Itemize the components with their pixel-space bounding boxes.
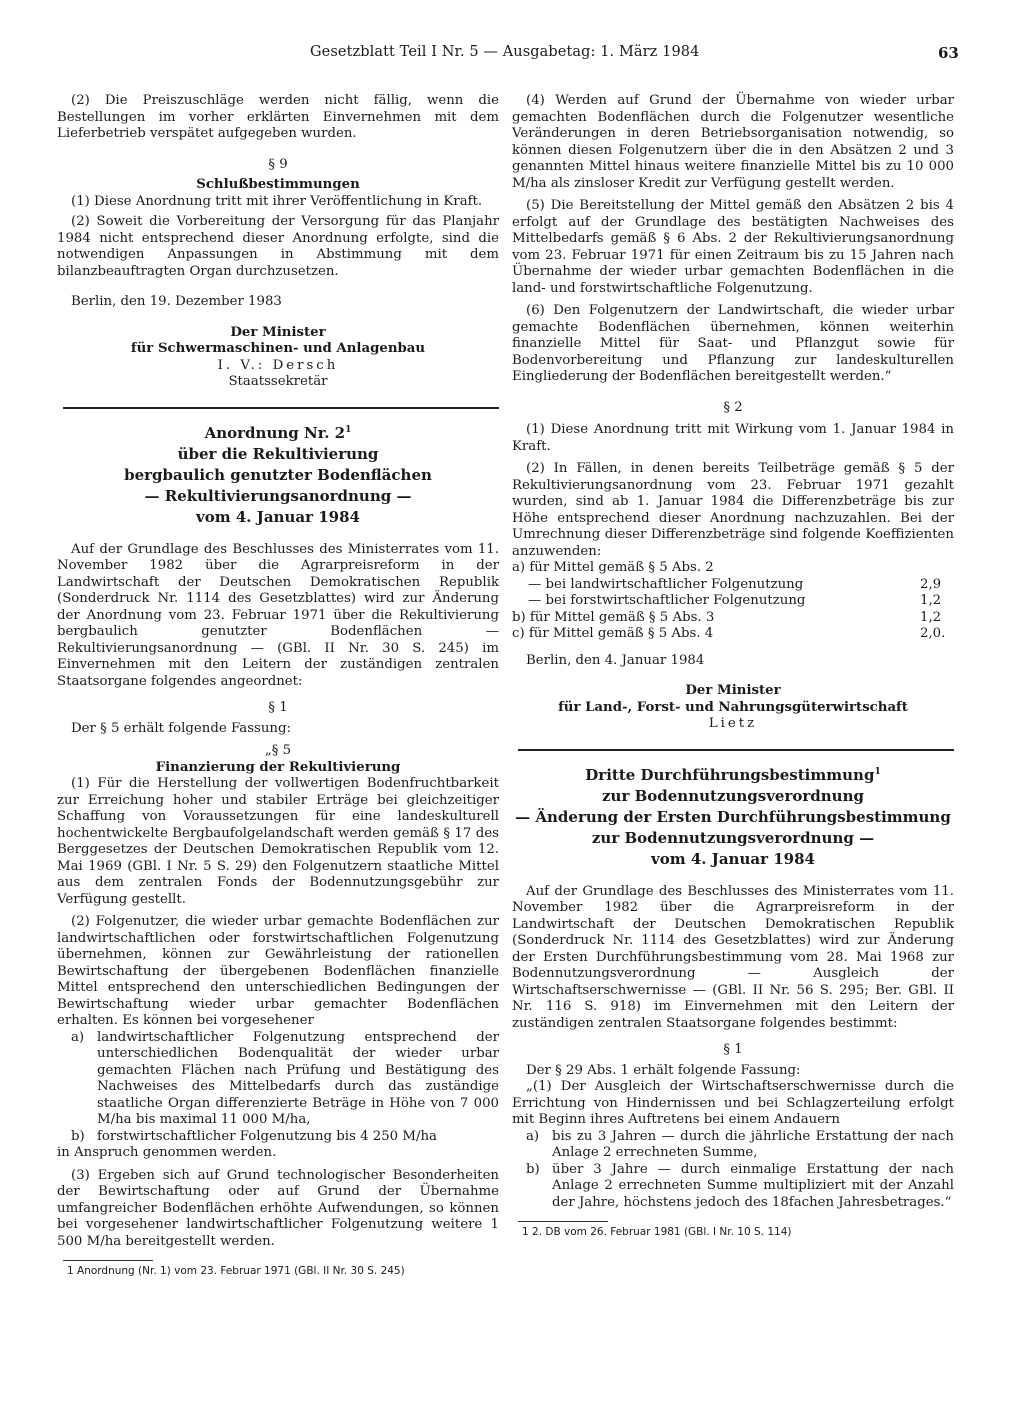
paragraph: (4) Werden auf Grund der Übernahme von wieder urbar gemachten Bodenflächen durch die Folgenutzer wesentliche Veränderungen in deren Betriebsorganisation notwendig, so können diesen Folgenutzern über die in den Absätzen 2 und 3 genannten Mittel hinaus weitere finanzielle Mittel bis zu 10 000 M/ha als zinsloser Kredit zur Verfügung gestellt werden. xyxy=(512,93,954,191)
list-item: a) bis zu 3 Jahren — durch die jährliche Erstattung der nach Anlage 2 errechneten Summe, xyxy=(526,1128,954,1160)
section-number: § 1 xyxy=(723,1042,743,1057)
page-header: Gesetzblatt Teil I Nr. 5 — Ausgabetag: 1. März 1984 xyxy=(310,44,700,60)
list-item: b) über 3 Jahre — durch einmalige Erstattung der nach Anlage 2 errechneten Summe multipliziert mit der Anzahl der Jahre, höchstens jedoch des 18fachen Jahresbetrages.“ xyxy=(526,1161,954,1210)
document-title: bergbaulich genutzter Bodenflächen xyxy=(124,465,432,484)
document-title: über die Rekultivierung xyxy=(177,444,379,463)
coefficient-row: b) für Mittel gemäß § 5 Abs. 3 1,2 xyxy=(512,609,942,625)
document-date: vom 4. Januar 1984 xyxy=(196,507,360,526)
paragraph: (2) In Fällen, in denen bereits Teilbeträge gemäß § 5 der Rekultivierungsanordnung vom 23. Februar 1971 gezahlt wurden, sind ab 1. Januar 1984 die Differenzbeträge bis zur Höhe entsprechend dieser Anordnung nachzuzahlen. Bei der Umrechnung dieser Differenzbeträge sind folgende Koeffizienten anzuwenden: xyxy=(512,461,954,559)
paragraph: Der § 29 Abs. 1 erhält folgende Fassung: xyxy=(526,1062,801,1078)
document-title: — Änderung der Ersten Durchführungsbestimmung xyxy=(515,807,951,826)
footnote-mark: 1 xyxy=(874,766,881,777)
signer-role: für Schwermaschinen- und Anlagenbau xyxy=(130,341,426,356)
paragraph: (6) Den Folgenutzern der Landwirtschaft, die wieder urbar gemachte Bodenflächen übernehmen, können weiterhin finanzielle Mittel für Saat- und Pflanzgut sowie für Bodenvorbereitung und Pflanzung zur landeskulturellen Eingliederung der Bodenflächen bereitgestellt werden.“ xyxy=(512,303,954,384)
paragraph: (1) Diese Anordnung tritt mit Wirkung vom 1. Januar 1984 in Kraft. xyxy=(512,422,954,454)
coefficient-table xyxy=(512,560,954,643)
page-number: 63 xyxy=(938,44,959,62)
place-date: Berlin, den 19. Dezember 1983 xyxy=(71,294,282,309)
document-title: — Rekultivierungsanordnung — xyxy=(144,486,412,505)
paragraph: Der § 5 erhält folgende Fassung: xyxy=(71,720,291,736)
section-title: Finanzierung der Rekultivierung xyxy=(155,759,401,775)
left-column xyxy=(57,93,499,1278)
coefficient-row: — bei landwirtschaftlicher Folgenutzung 2,9 xyxy=(528,576,942,592)
signer-name: I. V.: Dersch xyxy=(217,357,339,373)
paragraph: in Anspruch genommen werden. xyxy=(57,1145,277,1160)
section-number: § 9 xyxy=(268,156,288,172)
document-title: Anordnung Nr. $2^1$ xyxy=(204,423,352,442)
paragraph: (2) Folgenutzer, die wieder urbar gemachte Bodenflächen zur landwirtschaftlichen oder forstwirtschaftlichen Folgenutzung übernehmen, können zur Gewährleistung der rationellen Bewirtschaftung der übergebenen Bodenflächen finanzielle Mittel entsprechend den unterschiedlichen Bedingungen der Bewirtschaftung wieder urbar gemachter Bodenflächen erhalten. Es können bei vorgesehener xyxy=(57,914,499,1028)
paragraph: (5) Die Bereitstellung der Mittel gemäß den Absätzen 2 bis 4 erfolgt auf der Grundlage des bestätigten Nachweises des Mittelbedarfs gemäß § 6 Abs. 2 der Rekultivierungsanordnung vom 23. Februar 1971 für einen Zeitraum bis zu 15 Jahren nach Übernahme der wieder urbar gemachten Bodenflächen in die land- und forstwirtschaftliche Folgenutzung. xyxy=(512,198,954,296)
footnote: 1 2. DB vom 26. Februar 1981 (GBl. I Nr. 10 S. 114) xyxy=(522,1226,792,1238)
coefficient-row: a) für Mittel gemäß § 5 Abs. 2 xyxy=(512,560,714,575)
footnote-divider xyxy=(63,1260,153,1261)
divider xyxy=(518,749,954,751)
paragraph: „(1) Der Ausgleich der Wirtschaftserschwernisse durch die Errichtung von Hindernissen und bei Schlagzerteilung erfolgt mit Beginn ihres Auftretens bei einem Andauern xyxy=(512,1079,954,1127)
divider xyxy=(63,407,499,409)
footnote-divider xyxy=(518,1221,608,1222)
signer-role: Der Minister xyxy=(685,683,781,698)
document-title: Dritte Durchführungsbestimmung$^1$ xyxy=(585,765,881,784)
section-number: § 1 xyxy=(268,700,288,715)
paragraph: (1) Für die Herstellung der vollwertigen Bodenfruchtbarkeit zur Erreichung hoher und stabiler Erträge bei gleichzeitiger Schaffung von Voraussetzungen für eine landeskulturell hochentwickelte Bergbaufolgelandschaft werden gemäß § 17 des Berggesetzes der Deutschen Demokratischen Republik vom 12. Mai 1969 (GBl. I Nr. 5 S. 29) den Folgenutzern staatliche Mittel aus dem zentralen Fonds der Bodennutzungsgebühr zur Verfügung gestellt. xyxy=(57,776,499,907)
list-item: a) landwirtschaftlicher Folgenutzung entsprechend der unterschiedlichen Bodenqualität der wieder urbar gemachten Flächen nach Prüfung und Bestätigung des Nachweises des Mittelbedarfs durch das zuständige staatliche Organ differenzierte Beträge in Höhe von 7 000 M/ha bis maximal 11 000 M/ha, xyxy=(71,1029,499,1127)
section-number: § 2 xyxy=(723,399,743,415)
document-title: zur Bodennutzungsverordnung — xyxy=(591,828,875,847)
footnote-mark: 1 xyxy=(345,424,352,435)
coefficient-row: — bei forstwirtschaftlicher Folgenutzung 1,2 xyxy=(528,593,942,608)
paragraph: (2) Soweit die Vorbereitung der Versorgung für das Planjahr 1984 nicht entsprechend dieser Anordnung erfolgte, sind die notwendigen Anpassungen in Abstimmung mit dem bilanzbeauftragten Organ durchzusetzen. xyxy=(57,214,499,279)
signer-role: Der Minister xyxy=(230,324,326,340)
paragraph: (1) Diese Anordnung tritt mit ihrer Veröffentlichung in Kraft. xyxy=(71,193,483,209)
document-date: vom 4. Januar 1984 xyxy=(651,849,815,868)
footnote: 1 Anordnung (Nr. 1) vom 23. Februar 1971 (GBl. II Nr. 30 S. 245) xyxy=(67,1265,405,1277)
section-number: „§ 5 xyxy=(264,743,292,758)
right-column xyxy=(512,93,954,1239)
coefficient-row: c) für Mittel gemäß § 5 Abs. 4 2,0. xyxy=(512,626,946,641)
preamble: Auf der Grundlage des Beschlusses des Ministerrates vom 11. November 1982 über die Agrarpreisreform in der Landwirtschaft der Deutschen Demokratischen Republik (Sonderdruck Nr. 1114 des Gesetzblattes) wird zur Änderung der Anordnung vom 23. Februar 1971 über die Rekultivierung bergbaulich genutzter Bodenflächen — Rekultivierungsanordnung — (GBl. II Nr. 30 S. 245) im Einvernehmen mit den Leitern der zuständigen zentralen Staatsorgane folgendes angeordnet: xyxy=(57,541,499,689)
document-title: zur Bodennutzungsverordnung xyxy=(602,786,864,805)
section-title: Schlußbestimmungen xyxy=(196,177,360,192)
signer-name: Lietz xyxy=(708,716,758,731)
preamble: Auf der Grundlage des Beschlusses des Ministerrates vom 11. November 1982 über die Agrarpreisreform in der Landwirtschaft der Deutschen Demokratischen Republik (Sonderdruck Nr. 1114 des Gesetzblattes) wird zur Änderung der Ersten Durchführungsbestimmung vom 28. Mai 1968 zur Bodennutzungsverordnung — Ausgleich der Wirtschaftserschwernisse — (GBl. II Nr. 56 S. 295; Ber. GBl. II Nr. 116 S. 918) im Einvernehmen mit den Leitern der zuständigen zentralen Staatsorgane folgendes bestimmt: xyxy=(512,883,954,1031)
list-item: b) forstwirtschaftlicher Folgenutzung bis 4 250 M/ha xyxy=(71,1128,437,1144)
signer-title: Staatssekretär xyxy=(228,374,328,389)
page-header-bar xyxy=(0,44,1024,70)
paragraph: (2) Die Preiszuschläge werden nicht fällig, wenn die Bestellungen im vorher erklärten Einvernehmen mit dem Lieferbetrieb verspätet aufgegeben wurden. xyxy=(57,93,499,141)
place-date: Berlin, den 4. Januar 1984 xyxy=(526,652,705,668)
paragraph: (3) Ergeben sich auf Grund technologischer Besonderheiten der Bewirtschaftung oder auf Grund der Übernahme umfangreicher Bodenflächen erhöhte Aufwendungen, so können bei vorgesehener landwirtschaftlicher Folgenutzung weitere 1 500 M/ha bereitgestellt werden. xyxy=(57,1167,499,1249)
signer-role: für Land-, Forst- und Nahrungsgüterwirtschaft xyxy=(558,699,908,715)
